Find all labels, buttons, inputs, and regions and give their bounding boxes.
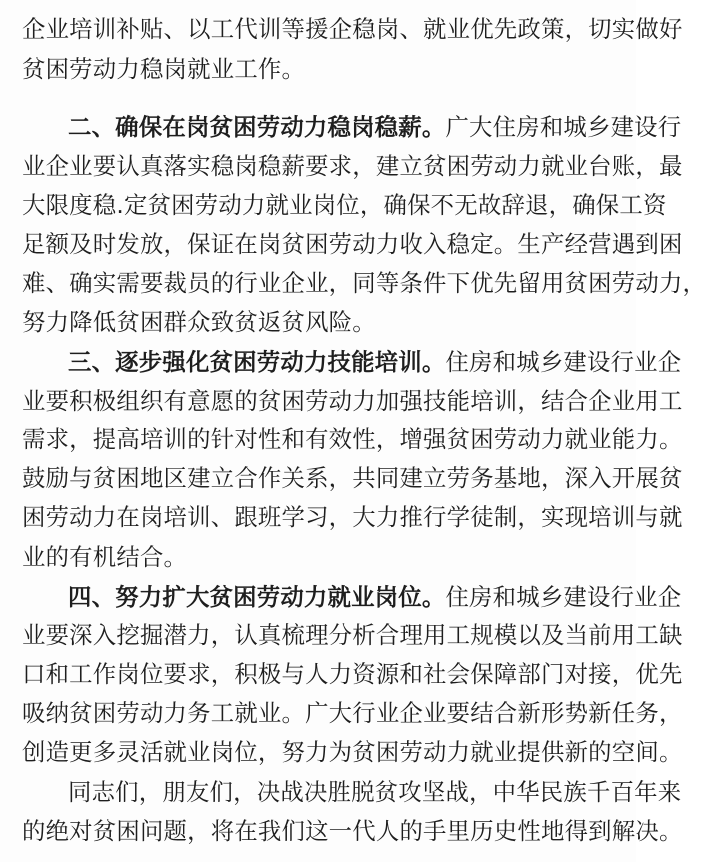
text-line bbox=[22, 659, 683, 689]
text-line bbox=[22, 386, 683, 416]
text-line bbox=[22, 54, 622, 84]
section-heading: 三、逐步强化贫困劳动力技能培训。 bbox=[68, 348, 446, 376]
text-span: 业企业要认真落实稳岗稳薪要求，建立贫困劳动力就业台账，最 bbox=[22, 152, 683, 180]
section-heading-line bbox=[68, 112, 682, 142]
text-line bbox=[22, 816, 683, 846]
text-span: 鼓励与贫困地区建立合作关系，共同建立劳务基地，深入开展贫 bbox=[22, 464, 683, 492]
text-line bbox=[22, 542, 622, 572]
text-span: 广大住房和城乡建设行 bbox=[445, 113, 682, 141]
text-line bbox=[22, 268, 706, 298]
text-span: 创造更多灵活就业岗位，努力为贫困劳动力就业提供新的空间。 bbox=[22, 738, 683, 766]
text-span: 大限度稳.定贫困劳动力就业岗位，确保不无故辞退，确保工资 bbox=[22, 191, 667, 219]
text-span: 口和工作岗位要求，积极与人力资源和社会保障部门对接，优先 bbox=[22, 660, 683, 688]
text-line bbox=[22, 307, 622, 337]
section-heading: 二、确保在岗贫困劳动力稳岗稳薪。 bbox=[68, 113, 446, 141]
text-line bbox=[22, 463, 683, 493]
section-heading-line bbox=[68, 582, 682, 612]
text-span: 需求，提高培训的针对性和有效性，增强贫困劳动力就业能力。 bbox=[22, 425, 683, 453]
text-span: 努力降低贫困群众致贫返贫风险。 bbox=[22, 308, 376, 336]
text-line bbox=[22, 502, 683, 532]
text-line bbox=[22, 620, 683, 650]
text-line bbox=[22, 190, 667, 220]
text-span: 企业培训补贴、以工代训等援企稳岗、就业优先政策，切实做好 bbox=[22, 15, 683, 43]
text-line bbox=[22, 229, 683, 259]
text-span: 吸纳贫困劳动力务工就业。广大行业企业要结合新形势新任务， bbox=[22, 699, 683, 727]
text-line bbox=[68, 777, 682, 807]
text-span: 住房和城乡建设行业企 bbox=[445, 348, 682, 376]
text-line bbox=[22, 151, 683, 181]
text-span: 难、确实需要裁员的行业企业，同等条件下优先留用贫困劳动力， bbox=[22, 269, 706, 297]
text-span: 困劳动力在岗培训、跟班学习，大力推行学徒制，实现培训与就 bbox=[22, 503, 683, 531]
text-span: 业要积极组织有意愿的贫困劳动力加强技能培训，结合企业用工 bbox=[22, 387, 683, 415]
text-line bbox=[22, 14, 683, 44]
text-line bbox=[22, 737, 683, 767]
text-span: 的绝对贫困问题，将在我们这一代人的手里历史性地得到解决。 bbox=[22, 817, 683, 845]
text-span: 足额及时发放，保证在岗贫困劳动力收入稳定。生产经营遇到困 bbox=[22, 230, 683, 258]
text-span: 同志们，朋友们，决战决胜脱贫攻坚战，中华民族千百年来 bbox=[68, 778, 682, 806]
text-line bbox=[22, 424, 683, 454]
text-span: 业的有机结合。 bbox=[22, 543, 188, 571]
text-line bbox=[22, 698, 683, 728]
text-span: 贫困劳动力稳岗就业工作。 bbox=[22, 55, 306, 83]
section-heading: 四、努力扩大贫困劳动力就业岗位。 bbox=[68, 583, 446, 611]
text-span: 住房和城乡建设行业企 bbox=[445, 583, 682, 611]
text-span: 业要深入挖掘潜力，认真梳理分析合理用工规模以及当前用工缺 bbox=[22, 621, 683, 649]
section-heading-line bbox=[68, 347, 682, 377]
